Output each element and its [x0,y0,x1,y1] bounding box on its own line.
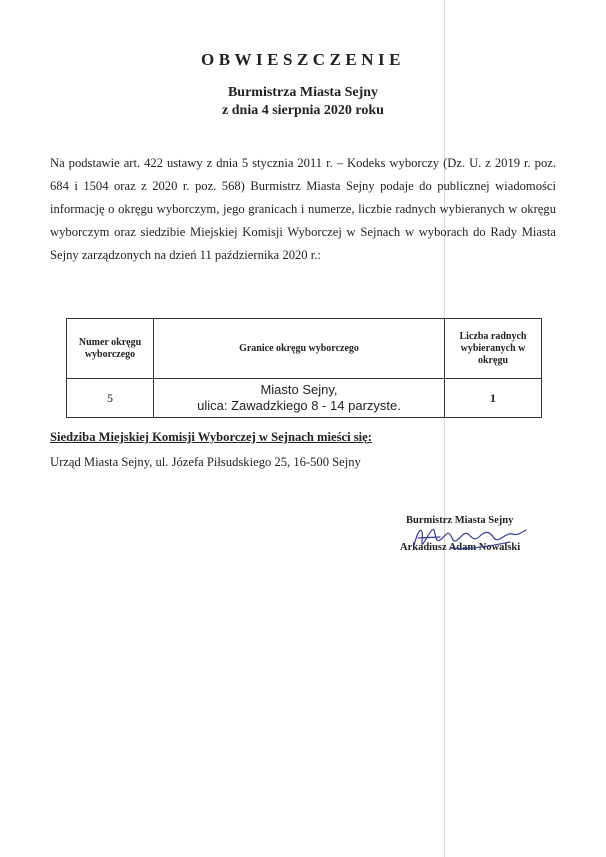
header-district-number: Numer okręgu wyborczego [67,319,154,379]
district-borders-line1: Miasto Sejny, [260,382,338,397]
district-number-cell: 5 [67,379,154,418]
seat-count-cell: 1 [445,379,542,418]
table-header-row [67,319,542,379]
table-row [67,379,542,418]
electoral-district-table [66,318,542,418]
commission-seat-heading: Siedziba Miejskiej Komisji Wyborczej w Sejnach mieści się: [50,430,372,444]
district-borders-line2: ulica: Zawadzkiego 8 - 14 parzyste. [197,398,401,413]
handwritten-signature [410,520,530,554]
header-seat-count: Liczba radnych wybieranych w okręgu [445,319,542,379]
header-district-borders: Granice okręgu wyborczego [154,319,445,379]
signatory-name: Arkadiusz Adam Nowalski [400,542,521,553]
signatory-role: Burmistrz Miasta Sejny [406,515,514,526]
announcement-paragraph: Na podstawie art. 422 ustawy z dnia 5 stycznia 2011 r. – Kodeks wyborczy (Dz. U. z 2019 r. poz. 684 i 1504 oraz z 2020 r. poz. 568) Burmistrz Miasta Sejny podaje do publicznej wiadomości informację o okręgu wyborczym, jego granicach i numerze, liczbie radnych wybieranych w okręgu wyborczym oraz siedzibie Miejskiej Komisji Wyborczej w Sejnach w wyborach do Rady Miasta Sejny zarządzonych na dzień 11 października 2020 r.: [50,156,556,262]
commission-seat-address: Urząd Miasta Sejny, ul. Józefa Piłsudskiego 25, 16-500 Sejny [50,455,361,469]
document-subtitle [0,84,606,120]
page-edge-line [444,0,445,857]
subtitle-issuer: Burmistrza Miasta Sejny [227,85,379,100]
document-title: OBWIESZCZENIE [201,50,405,69]
district-borders-cell [154,379,445,418]
subtitle-date: z dnia 4 sierpnia 2020 roku [222,103,384,118]
